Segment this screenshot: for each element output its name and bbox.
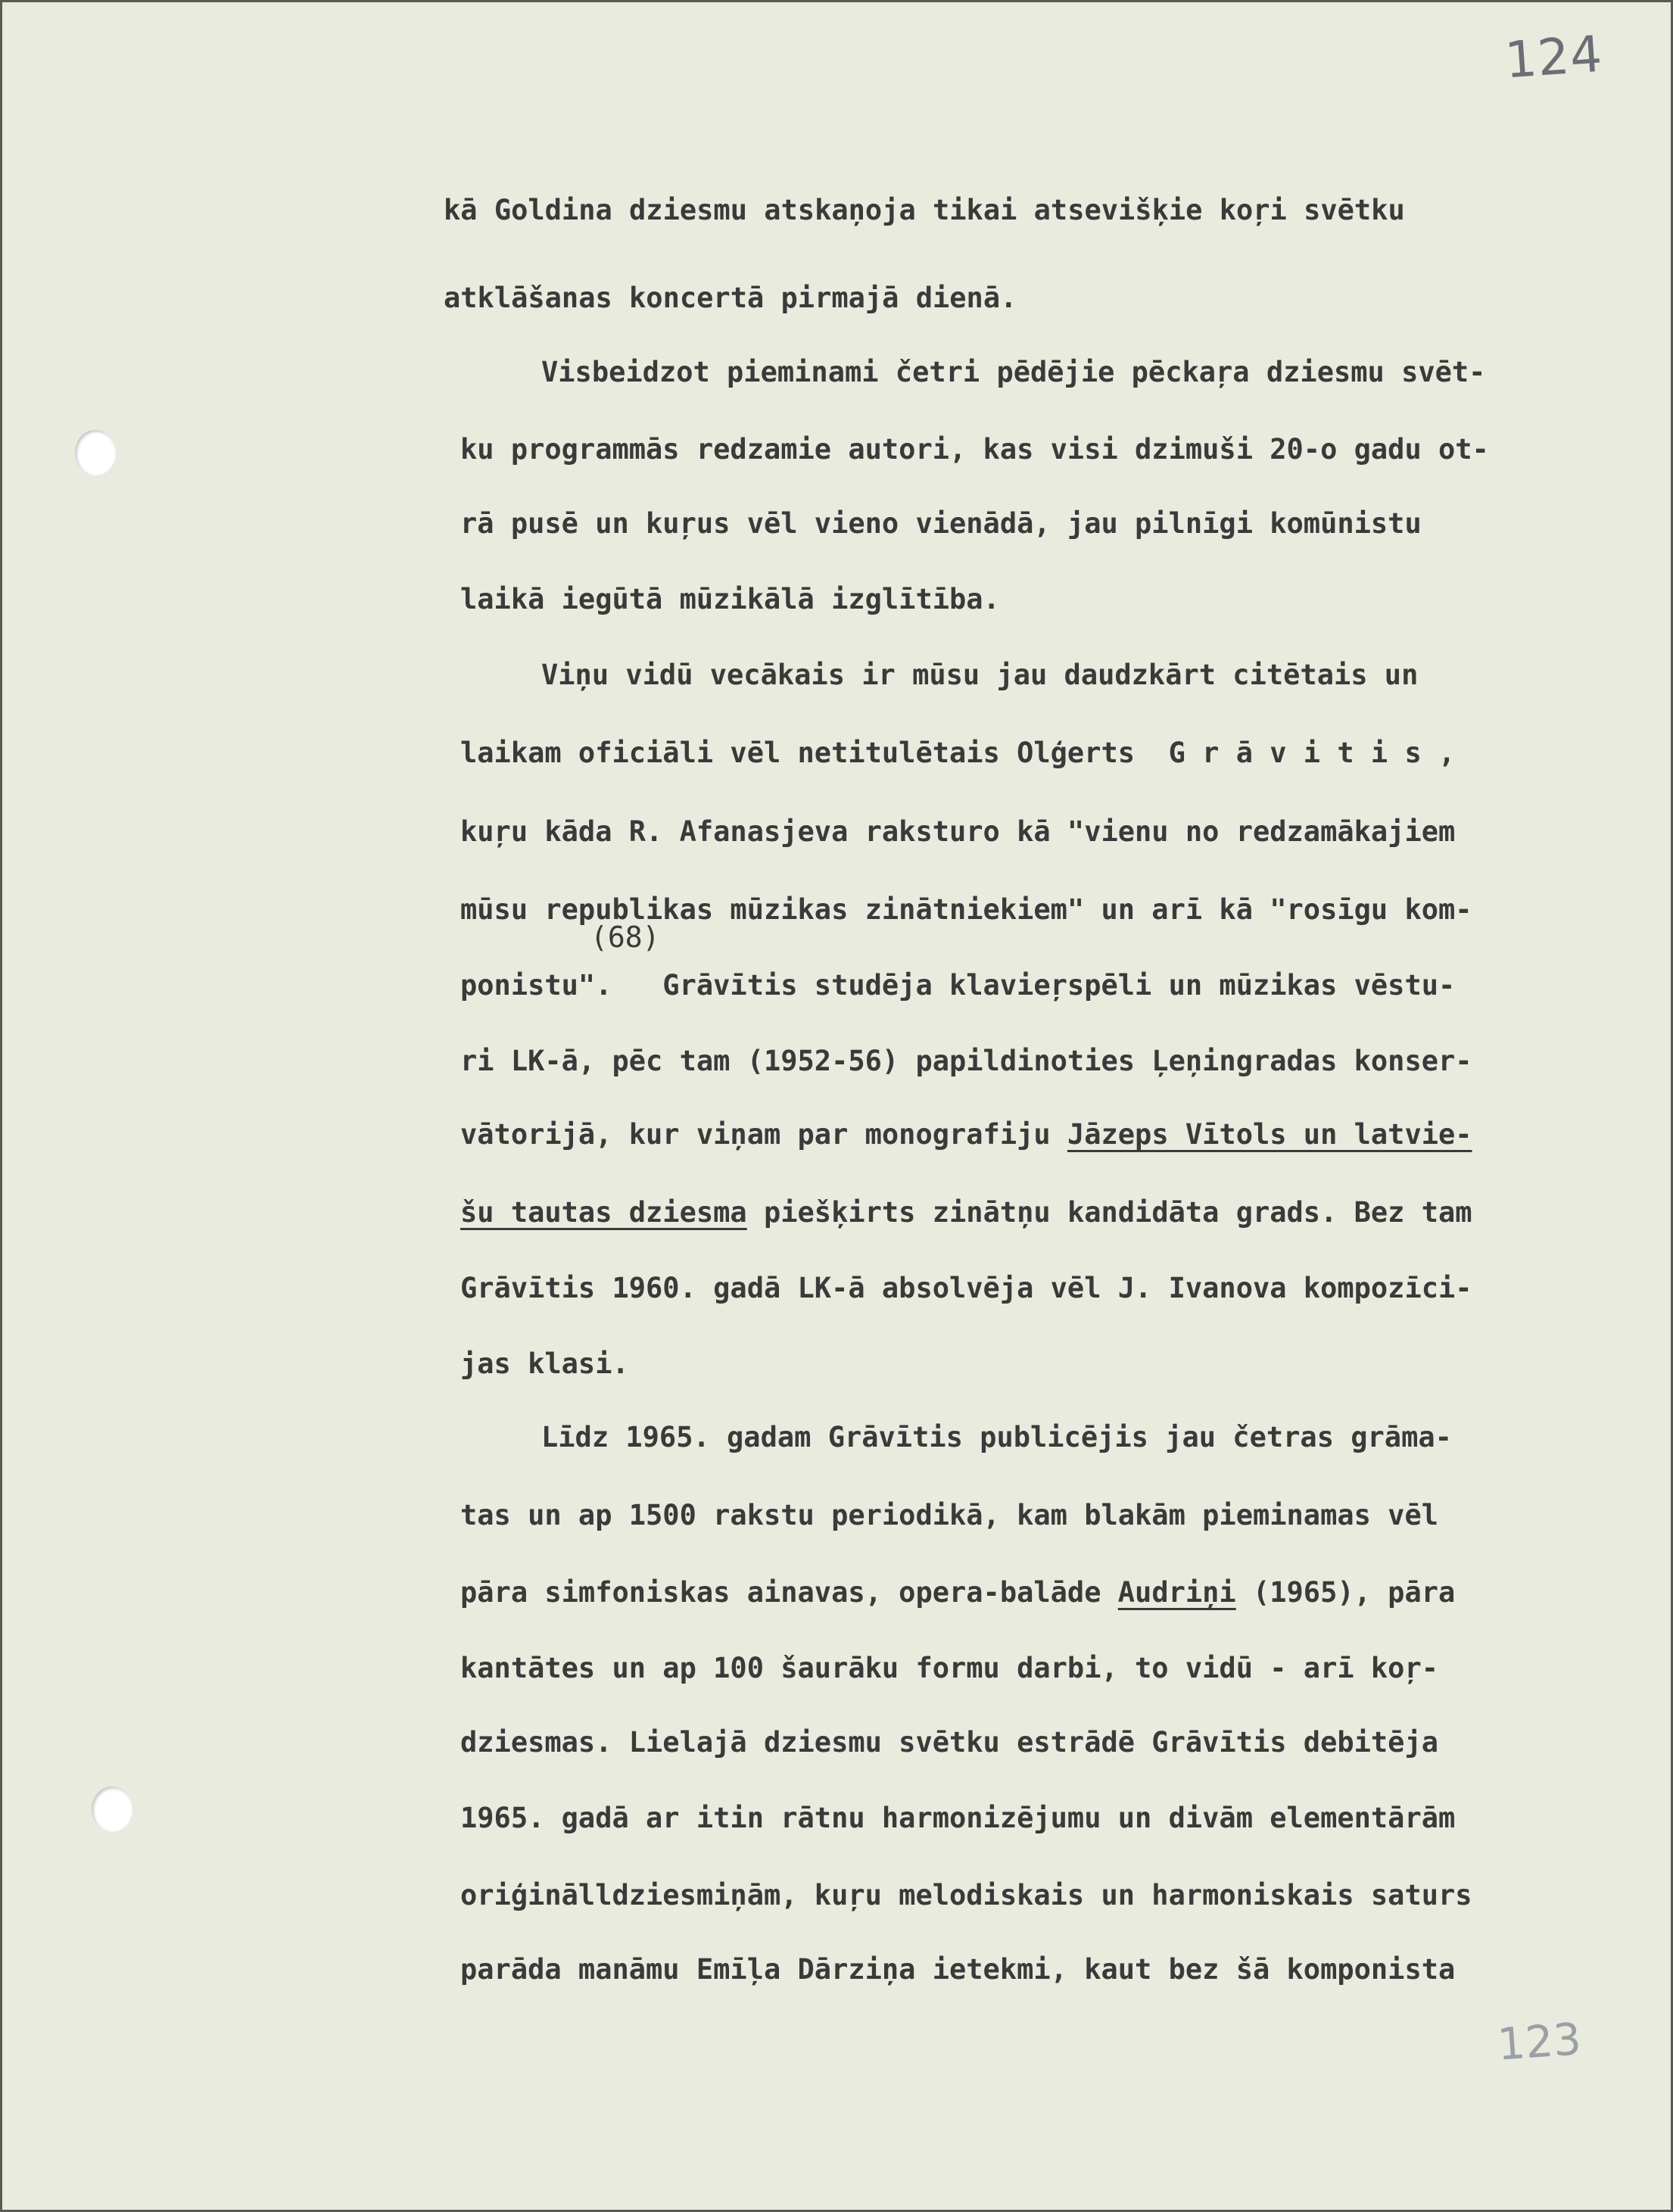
opera-title-underlined: Audriņi xyxy=(1117,1576,1236,1609)
text-line-9: kuŗu kāda R. Afanasjeva raksturo kā "vienu no redzamākajiem xyxy=(460,815,1456,848)
text-line-24: parāda manāmu Emīļa Dārziņa ietekmi, kaut bez šā komponista xyxy=(460,1953,1456,1986)
text-line-19 xyxy=(460,1576,1456,1609)
text-line-21: dziesmas. Lielajā dziesmu svētku estrādē Grāvītis debitēja xyxy=(460,1726,1439,1759)
text-span: (1965), pāra xyxy=(1235,1576,1456,1609)
page-number-bottom: 123 xyxy=(1495,2013,1583,2070)
text-line-23: oriģinālldziesmiņām, kuŗu melodiskais un harmoniskais saturs xyxy=(460,1879,1472,1911)
text-span: piešķirts zinātņu kandidāta grads. Bez tam xyxy=(746,1196,1472,1229)
text-line-6: laikā iegūtā mūzikālā izglītība. xyxy=(460,583,1000,615)
footnote-reference: (68) xyxy=(590,921,660,954)
page-number: 124 xyxy=(1503,24,1605,90)
paper-mark xyxy=(1533,275,1578,282)
punch-hole-icon xyxy=(92,1787,132,1832)
text-line-14 xyxy=(460,1196,1472,1229)
text-line-2: atklāšanas koncertā pirmajā dienā. xyxy=(444,282,1017,314)
text-line-1: kā Goldina dziesmu atskaņoja tikai atsevišķie koŗi svētku xyxy=(444,194,1405,226)
text-line-11: ponistu". Grāvītis studēja klavieŗspēli un mūzikas vēstu- xyxy=(460,969,1456,1002)
punch-hole-icon xyxy=(75,430,116,475)
text-line-8: laikam oficiāli vēl netitulētais Olģerts G r ā v i t i s , xyxy=(460,737,1456,769)
text-span: vātorijā, kur viņam par monografiju xyxy=(460,1118,1067,1151)
book-title-underlined-cont: šu tautas dziesma xyxy=(460,1196,747,1229)
text-span: pāra simfoniskas ainavas, opera-balāde xyxy=(460,1576,1118,1609)
text-line-13 xyxy=(460,1118,1472,1151)
text-line-22: 1965. gadā ar itin rātnu harmonizējumu un divām elementārām xyxy=(460,1802,1456,1834)
text-line-17: Līdz 1965. gadam Grāvītis publicējis jau četras grāma- xyxy=(541,1421,1452,1453)
text-line-10: mūsu republikas mūzikas zinātniekiem" un arī kā "rosīgu kom- xyxy=(460,893,1472,926)
text-line-4: ku programmās redzamie autori, kas visi dzimuši 20-o gadu ot- xyxy=(460,433,1489,466)
text-line-7: Viņu vidū vecākais ir mūsu jau daudzkārt citētais un xyxy=(541,659,1419,691)
book-title-underlined: Jāzeps Vītols un latvie- xyxy=(1067,1118,1472,1151)
text-line-20: kantātes un ap 100 šaurāku formu darbi, to vidū - arī koŗ- xyxy=(460,1652,1439,1684)
text-line-5: rā pusē un kuŗus vēl vieno vienādā, jau pilnīgi komūnistu xyxy=(460,507,1422,540)
text-line-15: Grāvītis 1960. gadā LK-ā absolvēja vēl J. Ivanova kompozīci- xyxy=(460,1272,1472,1304)
text-line-18: tas un ap 1500 rakstu periodikā, kam blakām pieminamas vēl xyxy=(460,1499,1439,1531)
text-line-12: ri LK-ā, pēc tam (1952-56) papildinoties Ļeņingradas konser- xyxy=(460,1045,1472,1077)
text-line-16: jas klasi. xyxy=(460,1347,629,1380)
text-line-3: Visbeidzot pieminami četri pēdējie pēckaŗa dziesmu svēt- xyxy=(541,356,1486,388)
